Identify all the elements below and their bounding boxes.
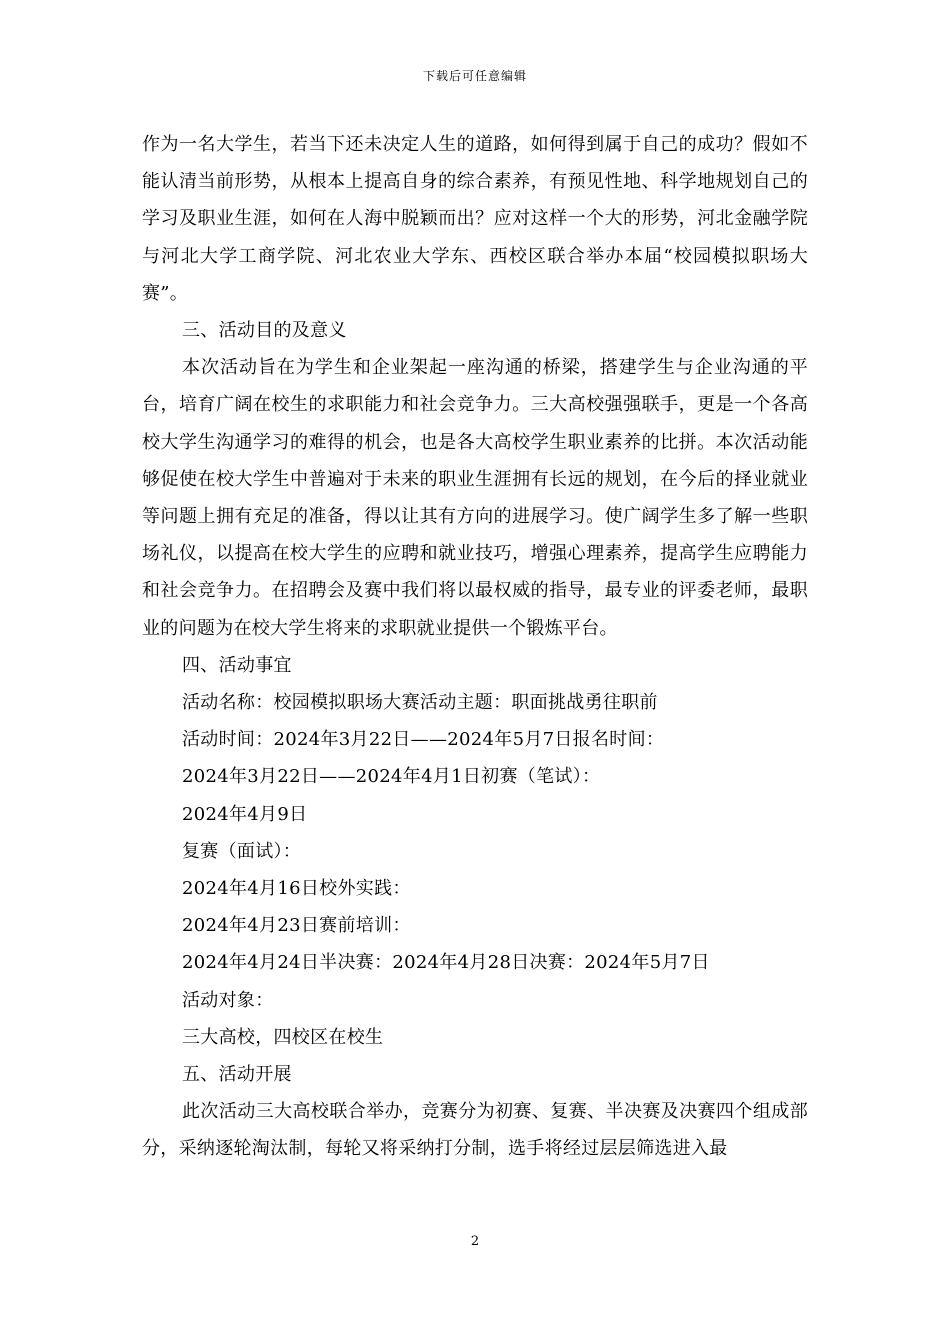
details-line: 复赛（面试）： bbox=[182, 840, 302, 862]
details-line: 2024年4月24日半决赛：2024年4月28日决赛：2024年5月7日 bbox=[182, 952, 710, 974]
page-header: 下载后可任意编辑 bbox=[422, 69, 527, 83]
execution-paragraph: 此次活动三大高校联合举办，竞赛分为初赛、复赛、半决赛及决赛四个组成部分，采纳逐轮淘汰制，每轮又将采纳打分制，选手将经过层层筛选进入最 bbox=[142, 1101, 808, 1160]
section-heading-purpose: 三、活动目的及意义 bbox=[182, 320, 347, 342]
intro-paragraph: 作为一名大学生，若当下还未决定人生的道路，如何得到属于自己的成功？假如不能认清当前形势，从根本上提高自身的综合素养，有预见性地、科学地规划自己的学习及职业生涯，如何在人海中脱颖而出？应对这样一个大的形势，河北金融学院与河北大学工商学院、河北农业大学东、西校区联合举办本届“校园模拟职场大赛”。 bbox=[142, 134, 808, 304]
details-line: 三大高校，四校区在校生 bbox=[182, 1026, 384, 1048]
details-line: 活动名称：校园模拟职场大赛活动主题：职面挑战勇往职前 bbox=[182, 692, 658, 714]
page-number: 2 bbox=[470, 1234, 480, 1249]
purpose-paragraph: 本次活动旨在为学生和企业架起一座沟通的桥梁，搭建学生与企业沟通的平台，培育广阔在校生的求职能力和社会竞争力。三大高校强强联手，更是一个各高校大学生沟通学习的难得的机会，也是各大高校学生职业素养的比拼。本次活动能够促使在校大学生中普遍对于未来的职业生涯拥有长远的规划，在今后的择业就业等问题上拥有充足的准备，得以让其有方向的进展学习。使广阔学生多了解一些职场礼仪，以提高在校大学生的应聘和就业技巧，增强心理素养，提高学生应聘能力和社会竞争力。在招聘会及赛中我们将以最权威的指导，最专业的评委老师，最职业的问题为在校大学生将来的求职就业提供一个锻炼平台。 bbox=[142, 357, 808, 639]
details-line: 2024年4月16日校外实践： bbox=[182, 878, 411, 900]
details-line: 活动时间：2024年3月22日——2024年5月7日报名时间： bbox=[182, 729, 665, 751]
section-heading-details: 四、活动事宜 bbox=[182, 654, 292, 676]
details-line: 2024年4月23日赛前培训： bbox=[182, 915, 411, 937]
details-line: 2024年3月22日——2024年4月1日初赛（笔试）： bbox=[182, 766, 601, 788]
details-line: 活动对象： bbox=[182, 989, 274, 1011]
details-line: 2024年4月9日 bbox=[182, 803, 308, 825]
section-heading-execution: 五、活动开展 bbox=[182, 1064, 292, 1086]
document-body bbox=[142, 126, 808, 1168]
